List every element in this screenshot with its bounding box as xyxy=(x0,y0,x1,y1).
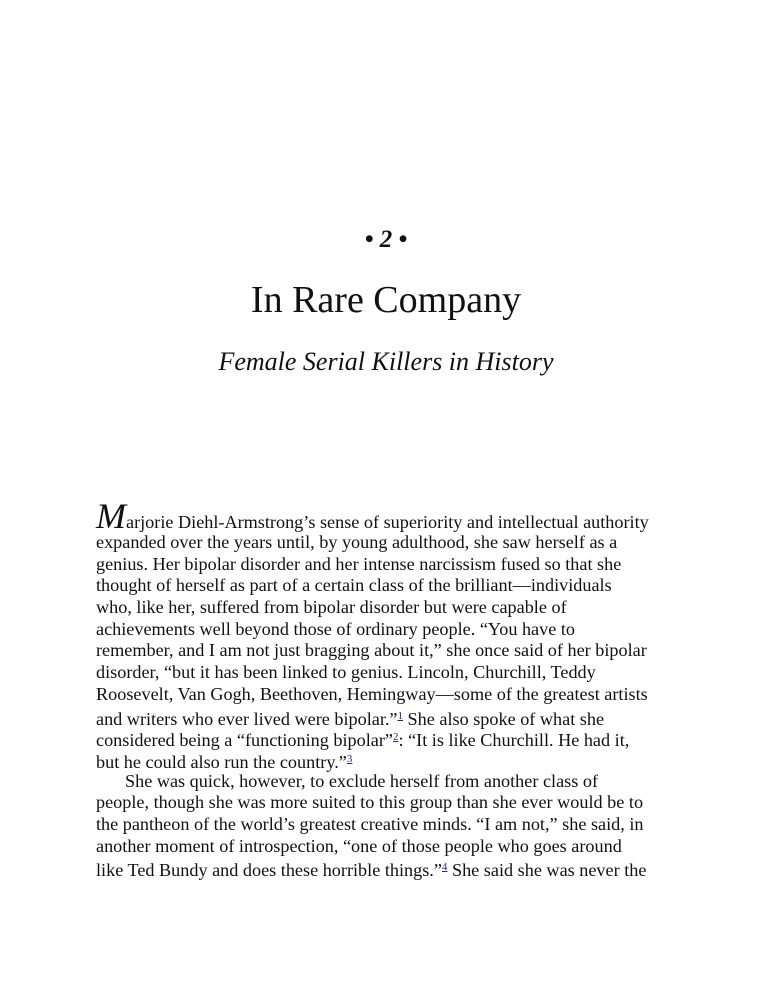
text-line xyxy=(96,749,676,771)
text-line: disorder, “but it has been linked to genius. Lincoln, Churchill, Teddy xyxy=(96,662,596,683)
text-line: achievements well beyond those of ordinary people. “You have to xyxy=(96,618,575,639)
text-segment: She also spoke of what she xyxy=(403,708,605,729)
text-line xyxy=(96,496,676,536)
body-text xyxy=(96,496,676,881)
text-line: people, though she was more suited to this group than she ever would be to xyxy=(96,792,644,813)
text-line: another moment of introspection, “one of those people who goes around xyxy=(96,835,622,856)
text-line: expanded over the years until, by young adulthood, she saw herself as a xyxy=(96,532,618,552)
text-segment: : “It is like Churchill. He had it, xyxy=(398,730,630,751)
text-line: thought of herself as part of a certain class of the brilliant—individuals xyxy=(96,575,612,596)
text-segment: She said she was never the xyxy=(447,860,647,881)
text-segment: like Ted Bundy and does these horrible things.” xyxy=(96,860,442,881)
footnote-link-4[interactable]: 4 xyxy=(441,861,448,874)
footnote-link-1[interactable]: 1 xyxy=(397,709,403,722)
text-segment: arjorie Diehl-Armstrong’s sense of superiority and intellectual authority xyxy=(126,512,649,532)
text-line xyxy=(96,857,676,879)
text-segment: but he could also run the country.” xyxy=(96,751,347,772)
text-line: who, like her, suffered from bipolar disorder but were capable of xyxy=(96,597,567,618)
chapter-number: • 2 • xyxy=(364,226,408,253)
text-line: the pantheon of the world’s greatest creative minds. “I am not,” she said, in xyxy=(96,813,644,834)
drop-cap: M xyxy=(96,496,126,536)
chapter-subtitle: Female Serial Killers in History xyxy=(218,347,554,376)
text-line: Roosevelt, Van Gogh, Beethoven, Hemingway—some of the greatest artists xyxy=(96,683,648,704)
text-segment: and writers who ever lived were bipolar.” xyxy=(96,708,398,729)
chapter-title: In Rare Company xyxy=(250,279,522,321)
text-line xyxy=(96,706,676,728)
text-line xyxy=(96,727,676,749)
text-line: She was quick, however, to exclude herself from another class of xyxy=(125,770,598,791)
footnote-link-2[interactable]: 2 xyxy=(392,731,399,744)
text-line: genius. Her bipolar disorder and her intense narcissism fused so that she xyxy=(96,553,622,574)
footnote-link-3[interactable]: 3 xyxy=(346,752,353,765)
text-line: remember, and I am not just bragging about it,” she once said of her bipolar xyxy=(96,640,647,661)
text-segment: considered being a “functioning bipolar” xyxy=(96,730,393,751)
